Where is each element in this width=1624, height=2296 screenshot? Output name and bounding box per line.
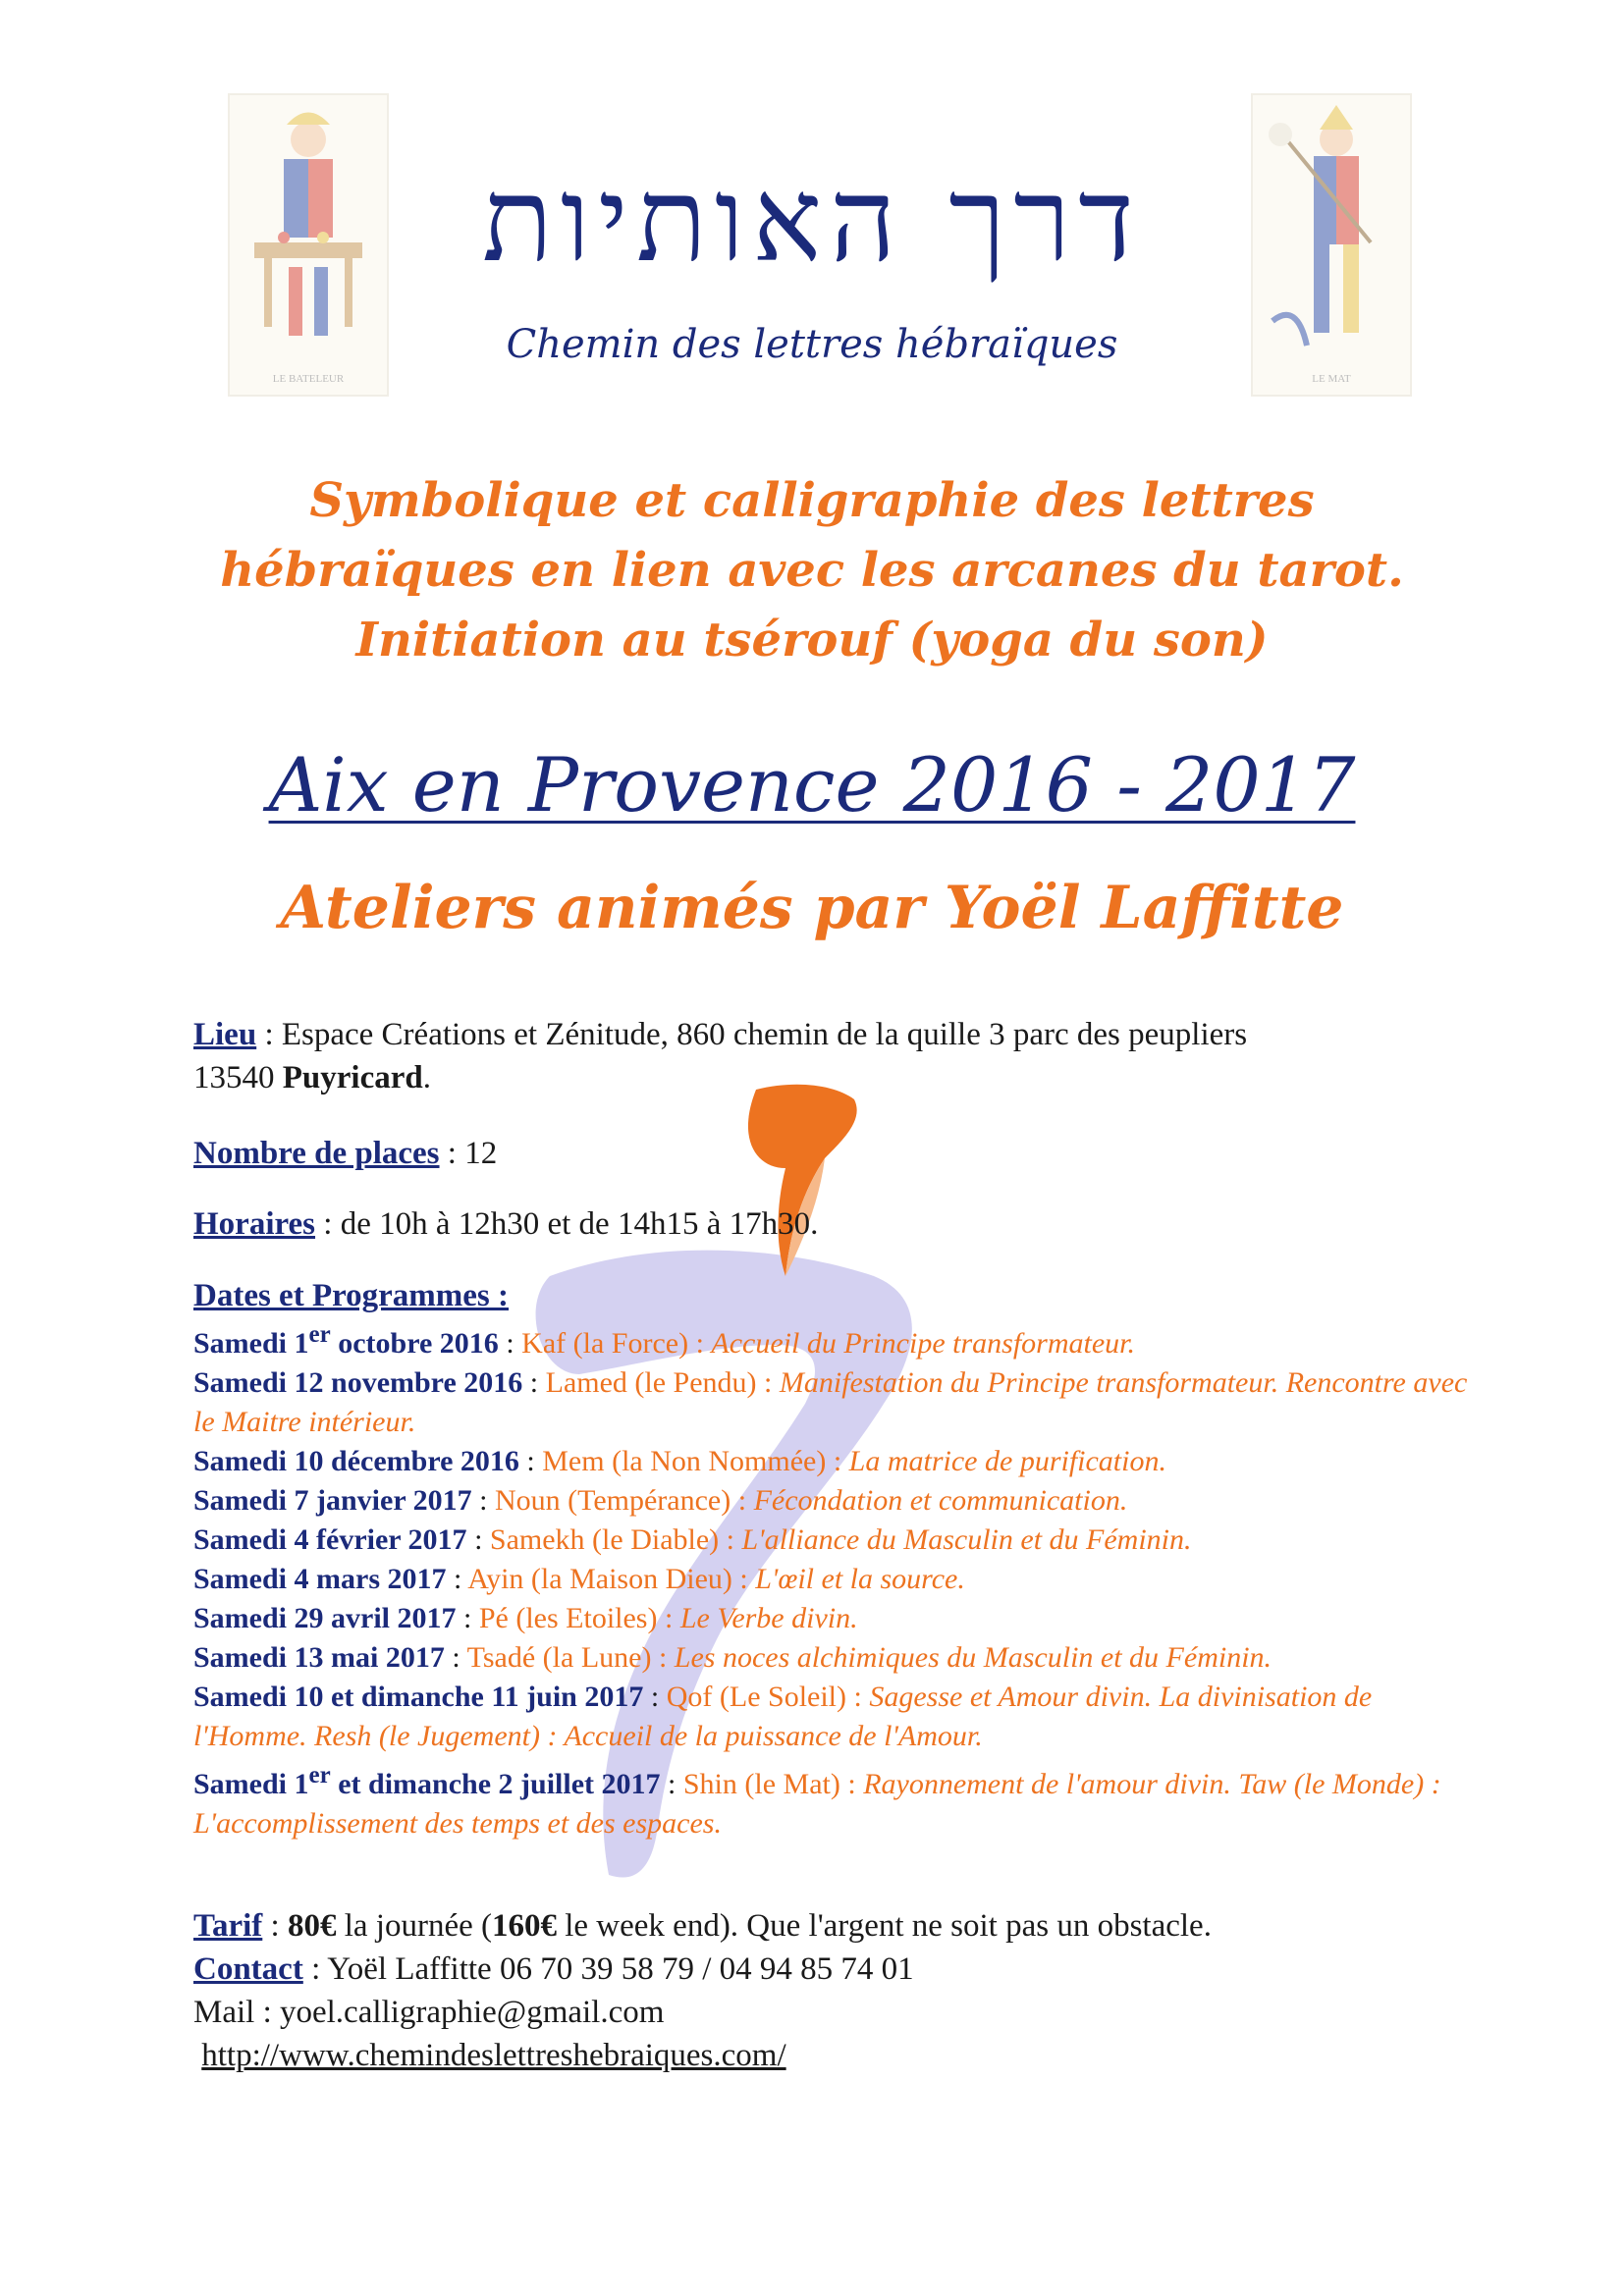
session-row [193, 1756, 1470, 1843]
session-letter: Qof (Le Soleil) : [666, 1681, 870, 1713]
session-letter: Noun (Tempérance) : [494, 1484, 754, 1517]
tarif-text: la journée ( [336, 1908, 492, 1944]
tarif-text-end: le week end). Que l'argent ne soit pas un obstacle. [556, 1908, 1212, 1944]
website-link[interactable] [193, 2034, 1470, 2077]
session-theme: La matrice de purification. [848, 1445, 1166, 1477]
places-value: : 12 [439, 1136, 498, 1171]
session-letter: Tsadé (la Lune) : [466, 1641, 675, 1674]
session-separator: : [471, 1484, 495, 1517]
website-url[interactable]: http://www.chemindeslettreshebraiques.com/ [201, 2038, 786, 2073]
location-text: : Espace Créations et Zénitude, 860 chemin de la quille 3 parc des peupliers [256, 1017, 1248, 1052]
session-date: Samedi 7 janvier 2017 [193, 1484, 472, 1517]
session-separator: : [522, 1366, 546, 1399]
session-date: Samedi 10 et dimanche 11 juin 2017 [193, 1681, 644, 1713]
session-separator: : [466, 1523, 490, 1556]
facilitator-heading: Ateliers animés par Yoël Laffitte [280, 874, 1344, 942]
tarif-price: 80€ [287, 1908, 337, 1944]
subtitle: Chemin des lettres hébraïques [506, 322, 1118, 367]
session-theme: Fécondation et communication. [753, 1484, 1128, 1517]
session-letter: Pé (les Etoiles) : [478, 1602, 680, 1634]
session-theme: L'œil et la source. [755, 1563, 965, 1595]
session-date: Samedi 13 mai 2017 [193, 1641, 445, 1674]
session-row [193, 1442, 1470, 1481]
hebrew-title: דרך האותיות [481, 152, 1143, 288]
session-row [193, 1560, 1470, 1599]
schedule-block [193, 1202, 1470, 1246]
session-row [193, 1315, 1470, 1363]
tarif-line [193, 1904, 1470, 1948]
session-date: Samedi 4 février 2017 [193, 1523, 467, 1556]
session-date: Samedi 12 novembre 2016 [193, 1366, 523, 1399]
session-separator: : [518, 1445, 543, 1477]
intro-text [0, 466, 1624, 675]
session-date: Samedi 10 décembre 2016 [193, 1445, 519, 1477]
contact-line [193, 1948, 1470, 1991]
session-theme: Rayonnement de l'amour divin. Taw (le Monde) : L'accomplissement des temps et des espaces. [193, 1768, 1441, 1840]
session-separator: : [498, 1327, 522, 1360]
session-row [193, 1638, 1470, 1678]
session-letter: Shin (le Mat) : [682, 1768, 864, 1800]
session-letter: Ayin (la Maison Dieu) : [467, 1563, 756, 1595]
session-theme: Le Verbe divin. [679, 1602, 858, 1634]
session-date-rest: octobre 2016 [330, 1327, 499, 1360]
session-separator: : [444, 1641, 467, 1674]
location-city: Puyricard [282, 1060, 423, 1095]
location-postcode: 13540 [193, 1060, 283, 1095]
page-title [0, 741, 1624, 828]
session-date-ordinal: er [308, 1321, 331, 1348]
session-letter: Mem (la Non Nommée) : [542, 1445, 849, 1477]
session-row [193, 1599, 1470, 1638]
dates-programme [193, 1276, 1470, 1843]
session-theme: Accueil du Principe transformateur. [711, 1327, 1136, 1360]
session-theme: Les noces alchimiques du Masculin et du Féminin. [674, 1641, 1272, 1674]
session-date: Samedi 4 mars 2017 [193, 1563, 447, 1595]
session-row [193, 1481, 1470, 1521]
contact-label: Contact [193, 1951, 303, 1987]
session-letter: Samekh (le Diable) : [489, 1523, 742, 1556]
card-caption-left: LE BATELEUR [272, 373, 345, 385]
intro-line-2: hébraïques en lien avec les arcanes du tarot. [220, 543, 1404, 598]
session-date-rest: et dimanche 2 juillet 2017 [330, 1768, 661, 1800]
session-theme: L'alliance du Masculin et du Féminin. [741, 1523, 1192, 1556]
schedule-label: Horaires [193, 1206, 316, 1242]
session-separator: : [446, 1563, 468, 1595]
session-date-ordinal: er [308, 1762, 331, 1789]
schedule-value: : de 10h à 12h30 et de 14h15 à 17h30. [315, 1206, 819, 1242]
page-title-text: Aix en Provence 2016 - 2017 [268, 741, 1356, 828]
dates-heading: Dates et Programmes : [193, 1278, 510, 1313]
intro-line-1: Symbolique et calligraphie des lettres [309, 473, 1315, 528]
contact-value: : Yoël Laffitte 06 70 39 58 79 / 04 94 85 74 01 [302, 1951, 914, 1987]
mail-line: Mail : yoel.calligraphie@gmail.com [193, 1995, 665, 2030]
session-row [193, 1678, 1470, 1756]
location-block: Lieu : Espace Créations et Zénitude, 860 chemin de la quille 3 parc des peupliers 13540 Puyricard. [193, 1017, 1248, 1095]
session-separator: : [660, 1768, 683, 1800]
session-separator: : [456, 1602, 479, 1634]
session-row [193, 1363, 1470, 1442]
footer-block [193, 1904, 1470, 2077]
session-theme: Manifestation du Principe transformateur. Rencontre avec le Maitre intérieur. [193, 1366, 1468, 1438]
session-date: Samedi 1 [193, 1768, 309, 1800]
places-block [193, 1132, 1470, 1175]
location-label: Lieu [193, 1017, 257, 1052]
card-caption-right: LE MAT [1312, 373, 1351, 385]
session-date: Samedi 29 avril 2017 [193, 1602, 457, 1634]
session-letter: Kaf (la Force) : [521, 1327, 712, 1360]
intro-line-3: Initiation au tsérouf (yoga du son) [355, 613, 1269, 667]
session-separator: : [643, 1681, 667, 1713]
tarif-sep: : [262, 1908, 288, 1944]
session-date: Samedi 1 [193, 1327, 309, 1360]
tarif-weekend-price: 160€ [491, 1908, 557, 1944]
places-label: Nombre de places [193, 1136, 440, 1171]
tarif-label: Tarif [193, 1908, 263, 1944]
session-list [193, 1315, 1470, 1843]
session-theme: Sagesse et Amour divin. La divinisation de l'Homme. Resh (le Jugement) : Accueil de la puissance de l'Amour. [193, 1681, 1373, 1752]
session-letter: Lamed (le Pendu) : [545, 1366, 780, 1399]
session-row [193, 1521, 1470, 1560]
